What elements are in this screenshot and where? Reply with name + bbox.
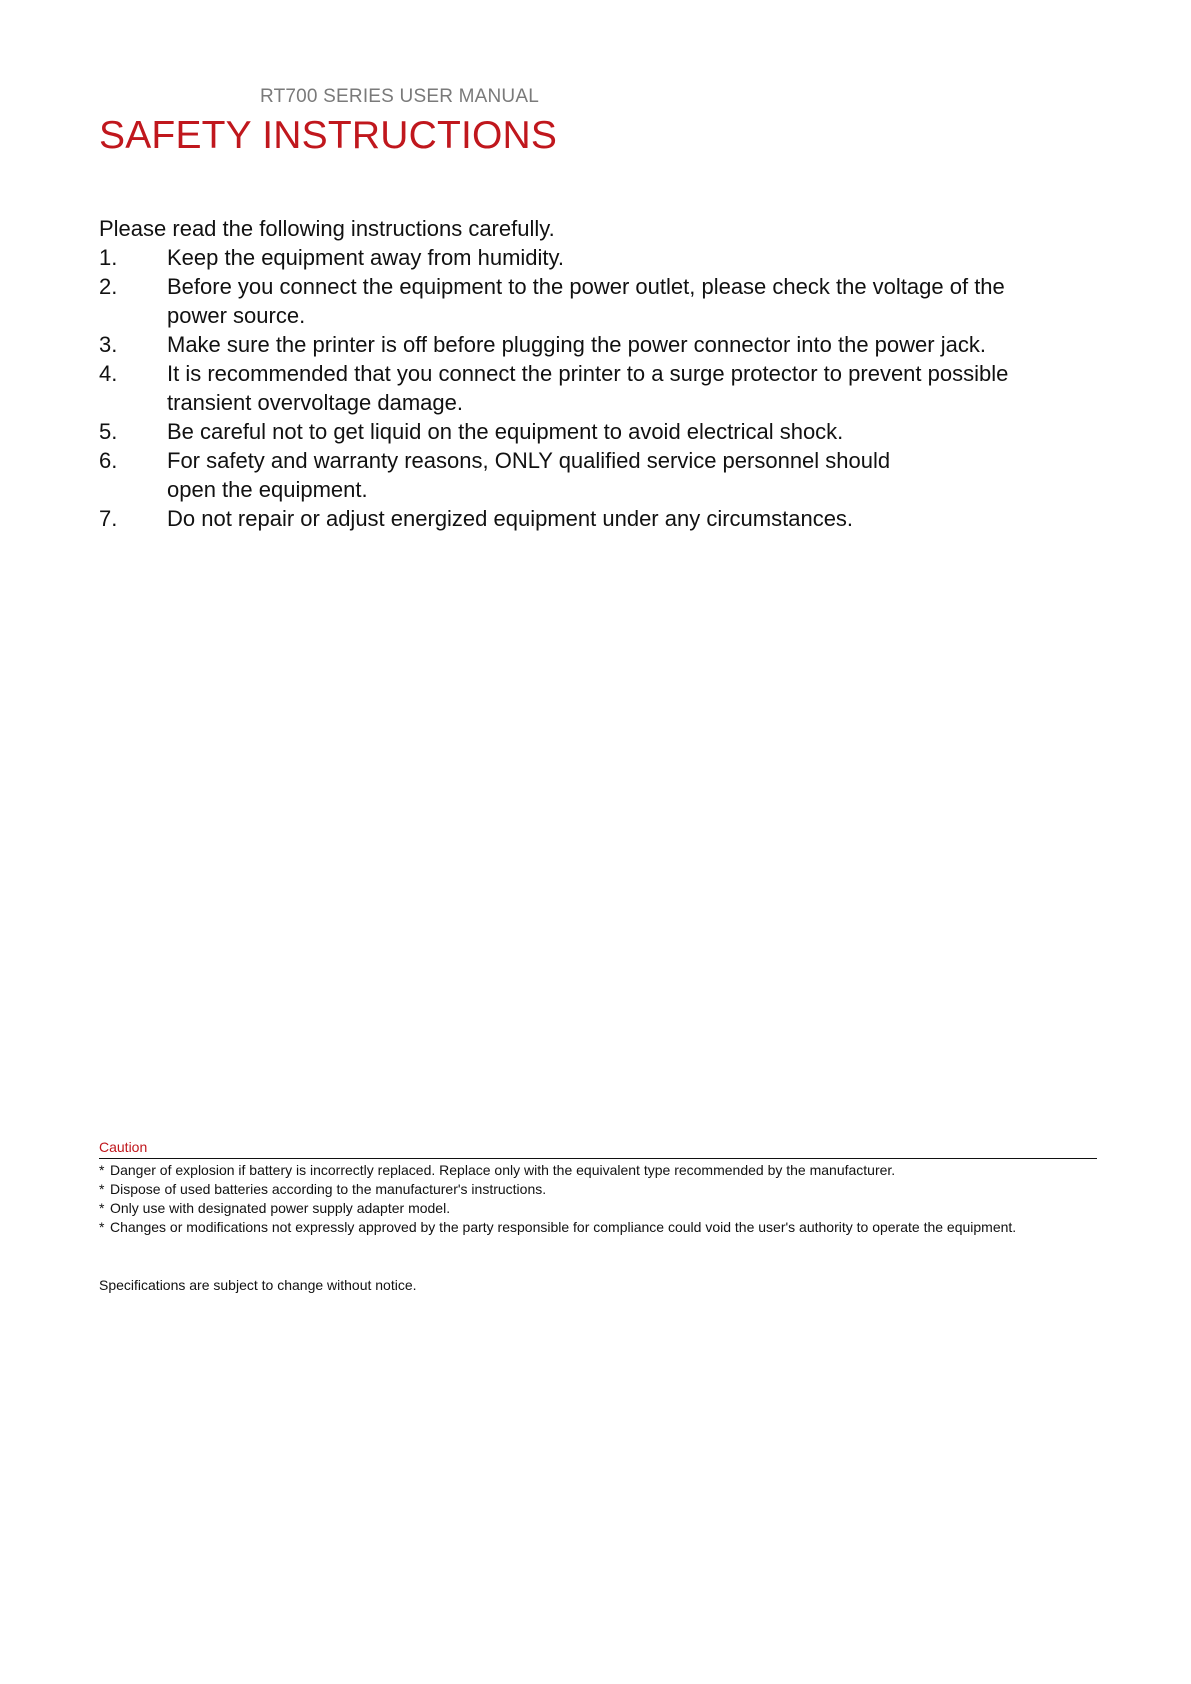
instruction-number: 4.	[99, 361, 118, 386]
instruction-item	[99, 504, 1099, 533]
instruction-text: Before you connect the equipment to the power outlet, please check the voltage of the power source.	[167, 274, 1005, 328]
instruction-item	[99, 417, 1099, 446]
bullet-asterisk: *	[99, 1200, 105, 1216]
instruction-item	[99, 446, 1099, 504]
bullet-asterisk: *	[99, 1181, 105, 1197]
bullet-asterisk: *	[99, 1162, 105, 1178]
caution-divider	[99, 1158, 1097, 1159]
instruction-number: 7.	[99, 506, 118, 531]
caution-item	[99, 1199, 1099, 1218]
caution-text: Dispose of used batteries according to the manufacturer's instructions.	[110, 1181, 547, 1197]
caution-item	[99, 1218, 1099, 1237]
manual-header-label: RT700 SERIES USER MANUAL	[260, 86, 539, 107]
instruction-text: Make sure the printer is off before plugging the power connector into the power jack.	[167, 332, 986, 357]
instruction-text: For safety and warranty reasons, ONLY qualified service personnel should open the equipment.	[167, 448, 891, 502]
caution-item	[99, 1180, 1099, 1199]
instruction-item	[99, 359, 1099, 417]
instruction-item	[99, 272, 1099, 330]
instructions-list	[99, 243, 1099, 533]
instruction-number: 6.	[99, 448, 118, 473]
caution-text: Danger of explosion if battery is incorrectly replaced. Replace only with the equivalent type recommended by the manufacturer.	[110, 1162, 896, 1178]
instruction-text: It is recommended that you connect the printer to a surge protector to prevent possible transient overvoltage damage.	[167, 361, 1009, 415]
specifications-note: Specifications are subject to change without notice.	[99, 1277, 417, 1293]
instruction-text: Do not repair or adjust energized equipment under any circumstances.	[167, 506, 854, 531]
instruction-number: 2.	[99, 274, 118, 299]
instruction-number: 3.	[99, 332, 118, 357]
caution-text: Only use with designated power supply adapter model.	[110, 1200, 451, 1216]
intro-text: Please read the following instructions carefully.	[99, 216, 555, 241]
instruction-number: 5.	[99, 419, 118, 444]
instruction-text: Keep the equipment away from humidity.	[167, 245, 565, 270]
caution-label: Caution	[99, 1139, 148, 1155]
caution-item	[99, 1161, 1099, 1180]
caution-text: Changes or modifications not expressly approved by the party responsible for compliance could void the user's authority to operate the equipment.	[110, 1219, 1017, 1235]
caution-list	[99, 1161, 1099, 1237]
instruction-number: 1.	[99, 245, 118, 270]
page-title: SAFETY INSTRUCTIONS	[99, 114, 558, 157]
instruction-text: Be careful not to get liquid on the equipment to avoid electrical shock.	[167, 419, 844, 444]
bullet-asterisk: *	[99, 1219, 105, 1235]
instruction-item	[99, 243, 1099, 272]
instruction-item	[99, 330, 1099, 359]
